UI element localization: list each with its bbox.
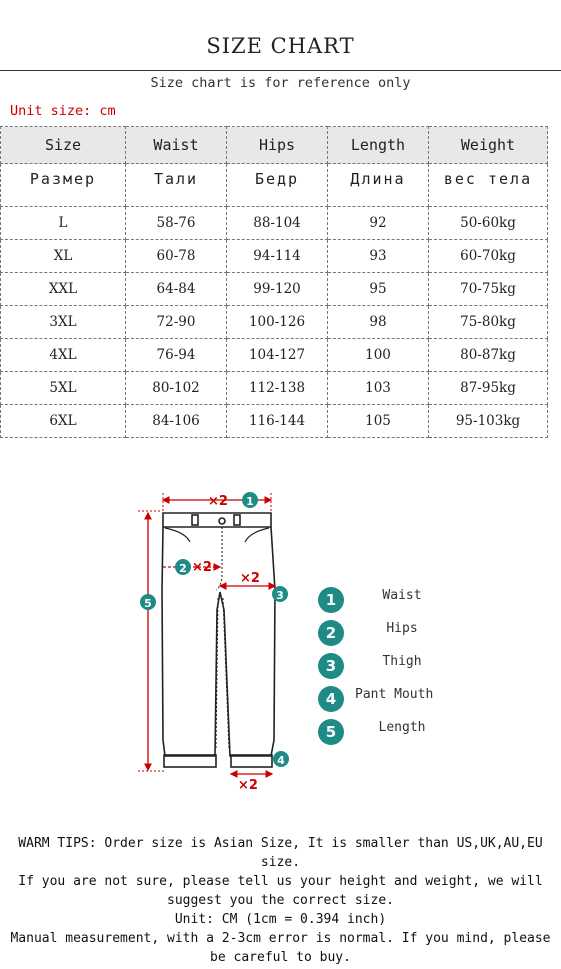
cell-length: 93 bbox=[328, 240, 429, 273]
size-table bbox=[0, 126, 548, 438]
legend-item bbox=[315, 618, 495, 651]
cell-size: 6XL bbox=[1, 405, 126, 438]
table-row bbox=[1, 306, 548, 339]
cell-length: 100 bbox=[328, 339, 429, 372]
cell-weight: 70-75kg bbox=[429, 273, 548, 306]
table-row bbox=[1, 273, 548, 306]
marker-5: 5 bbox=[144, 597, 152, 610]
unit-label: Unit size: cm bbox=[10, 103, 116, 119]
cell-weight: 95-103kg bbox=[429, 405, 548, 438]
cell-hips: 100-126 bbox=[227, 306, 328, 339]
legend-number: 5 bbox=[318, 719, 344, 745]
cell-length: 98 bbox=[328, 306, 429, 339]
cell-hips: 112-138 bbox=[227, 372, 328, 405]
hips-measure-arrow bbox=[163, 559, 220, 575]
legend-label: Pant Mouth bbox=[355, 687, 434, 702]
table-row bbox=[1, 207, 548, 240]
cell-weight: 60-70kg bbox=[429, 240, 548, 273]
table-row bbox=[1, 339, 548, 372]
table-header-row bbox=[1, 127, 548, 164]
cell-hips: 116-144 bbox=[227, 405, 328, 438]
cell-weight: 50-60kg bbox=[429, 207, 548, 240]
thigh-multiplier: ×2 bbox=[240, 571, 260, 586]
waist-multiplier: ×2 bbox=[208, 494, 228, 509]
header-hips: Hips bbox=[227, 127, 328, 164]
cell-waist: 58-76 bbox=[126, 207, 227, 240]
cell-hips: 88-104 bbox=[227, 207, 328, 240]
header-waist-ru: Тали bbox=[126, 164, 227, 207]
marker-3: 3 bbox=[276, 589, 284, 602]
header-length-ru: Длина bbox=[328, 164, 429, 207]
cell-size: L bbox=[1, 207, 126, 240]
waist-measure-arrow bbox=[163, 492, 271, 512]
table-header-row-russian bbox=[1, 164, 548, 207]
cell-waist: 80-102 bbox=[126, 372, 227, 405]
header-weight-ru: вес тела bbox=[429, 164, 548, 207]
cell-length: 105 bbox=[328, 405, 429, 438]
header-waist: Waist bbox=[126, 127, 227, 164]
tip-unit: Unit: CM (1cm = 0.394 inch) bbox=[174, 912, 387, 927]
legend-item bbox=[315, 585, 495, 618]
marker-4: 4 bbox=[277, 754, 285, 767]
page-title: SIZE CHART bbox=[206, 34, 355, 58]
header-size: Size bbox=[1, 127, 126, 164]
measurement-legend bbox=[315, 585, 495, 750]
cell-weight: 75-80kg bbox=[429, 306, 548, 339]
thigh-measure-arrow bbox=[220, 571, 288, 602]
warm-tips bbox=[0, 834, 561, 967]
legend-number: 4 bbox=[318, 686, 344, 712]
cell-waist: 64-84 bbox=[126, 273, 227, 306]
marker-1: 1 bbox=[246, 495, 254, 508]
cell-weight: 80-87kg bbox=[429, 339, 548, 372]
legend-label: Length bbox=[378, 720, 426, 735]
legend-item bbox=[315, 684, 495, 717]
length-measure-arrow bbox=[138, 511, 164, 771]
legend-label: Waist bbox=[382, 588, 422, 603]
header-weight: Weight bbox=[429, 127, 548, 164]
cell-hips: 94-114 bbox=[227, 240, 328, 273]
legend-item bbox=[315, 651, 495, 684]
cell-size: 3XL bbox=[1, 306, 126, 339]
tip-asian-size: WARM TIPS: Order size is Asian Size, It is smaller than US,UK,AU,EU size. bbox=[18, 836, 543, 870]
cell-weight: 87-95kg bbox=[429, 372, 548, 405]
table-row bbox=[1, 372, 548, 405]
header-length: Length bbox=[328, 127, 429, 164]
cell-size: 4XL bbox=[1, 339, 126, 372]
cell-length: 92 bbox=[328, 207, 429, 240]
tip-measurement-error: Manual measurement, with a 2-3cm error is normal. If you mind, please be careful to buy. bbox=[10, 931, 551, 965]
table-row bbox=[1, 240, 548, 273]
header-size-ru: Размер bbox=[1, 164, 126, 207]
title-divider bbox=[0, 70, 561, 71]
hips-multiplier: ×2 bbox=[192, 560, 212, 575]
cell-length: 103 bbox=[328, 372, 429, 405]
legend-item bbox=[315, 717, 495, 750]
pants-measurement-diagram bbox=[130, 480, 310, 795]
table-row bbox=[1, 405, 548, 438]
cell-size: XXL bbox=[1, 273, 126, 306]
cell-waist: 60-78 bbox=[126, 240, 227, 273]
subtitle: Size chart is for reference only bbox=[150, 75, 411, 91]
legend-number: 3 bbox=[318, 653, 344, 679]
cell-length: 95 bbox=[328, 273, 429, 306]
header-hips-ru: Бедр bbox=[227, 164, 328, 207]
legend-number: 2 bbox=[318, 620, 344, 646]
cell-waist: 84-106 bbox=[126, 405, 227, 438]
cell-hips: 99-120 bbox=[227, 273, 328, 306]
legend-label: Thigh bbox=[382, 654, 422, 669]
cell-hips: 104-127 bbox=[227, 339, 328, 372]
cell-size: XL bbox=[1, 240, 126, 273]
cell-waist: 76-94 bbox=[126, 339, 227, 372]
pants-outline bbox=[162, 513, 275, 767]
legend-number: 1 bbox=[318, 587, 344, 613]
pant-mouth-measure-arrow bbox=[231, 751, 289, 793]
cell-size: 5XL bbox=[1, 372, 126, 405]
pant-mouth-multiplier: ×2 bbox=[238, 778, 258, 793]
legend-label: Hips bbox=[386, 621, 418, 636]
marker-2: 2 bbox=[179, 562, 187, 575]
cell-waist: 72-90 bbox=[126, 306, 227, 339]
tip-height-weight: If you are not sure, please tell us your height and weight, we will suggest you the correct size. bbox=[18, 874, 543, 908]
